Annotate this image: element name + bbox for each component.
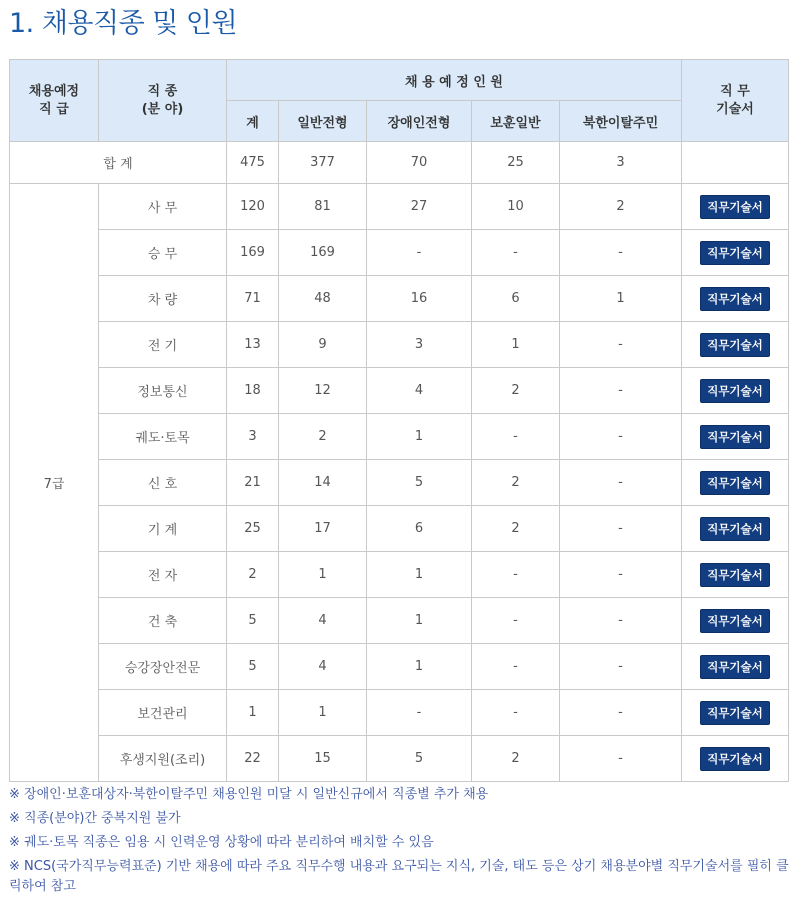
disabled-cell: 5	[367, 736, 472, 782]
sum-disabled: 70	[367, 142, 472, 184]
header-veteran: 보훈일반	[472, 101, 560, 142]
defector-cell: -	[560, 322, 682, 368]
disabled-cell: -	[367, 690, 472, 736]
total-cell: 2	[227, 552, 279, 598]
table-row	[10, 322, 789, 368]
veteran-cell: -	[472, 552, 560, 598]
sum-general: 377	[279, 142, 367, 184]
doc-cell	[682, 552, 789, 598]
table-row	[10, 368, 789, 414]
defector-cell: -	[560, 506, 682, 552]
header-planned: 채 용 예 정 인 원	[227, 60, 682, 101]
note: ※ 장애인·보훈대상자·북한이탈주민 채용인원 미달 시 일반신규에서 직종별 추가 채용	[9, 787, 489, 802]
doc-cell	[682, 598, 789, 644]
veteran-cell: 2	[472, 368, 560, 414]
job-description-button[interactable]: 직무기술서	[700, 287, 770, 311]
field-cell: 궤도·토목	[99, 414, 227, 460]
doc-cell	[682, 368, 789, 414]
defector-cell: -	[560, 690, 682, 736]
note: ※ NCS(국가직무능력표준) 기반 채용에 따라 주요 직무수행 내용과 요구되는 지식, 기술, 태도 등은 상기 채용분야별 직무기술서를 필히 클릭하여 참고	[9, 859, 789, 894]
header-grade: 채용예정 직 급	[10, 60, 99, 142]
job-description-button[interactable]: 직무기술서	[700, 517, 770, 541]
job-description-button[interactable]: 직무기술서	[700, 747, 770, 771]
total-cell: 5	[227, 644, 279, 690]
general-cell: 1	[279, 552, 367, 598]
header-field: 직 종 (분 야)	[99, 60, 227, 142]
defector-cell: -	[560, 552, 682, 598]
header-disabled: 장애인전형	[367, 101, 472, 142]
veteran-cell: 2	[472, 460, 560, 506]
disabled-cell: 5	[367, 460, 472, 506]
doc-cell	[682, 184, 789, 230]
disabled-cell: 27	[367, 184, 472, 230]
veteran-cell: -	[472, 690, 560, 736]
total-cell: 3	[227, 414, 279, 460]
general-cell: 14	[279, 460, 367, 506]
veteran-cell: -	[472, 644, 560, 690]
note: ※ 궤도·토목 직종은 임용 시 인력운영 상황에 따라 분리하여 배치할 수 있음	[9, 835, 434, 850]
defector-cell: -	[560, 368, 682, 414]
defector-cell: 1	[560, 276, 682, 322]
general-cell: 9	[279, 322, 367, 368]
total-cell: 5	[227, 598, 279, 644]
doc-cell	[682, 230, 789, 276]
doc-cell	[682, 690, 789, 736]
veteran-cell: 1	[472, 322, 560, 368]
defector-cell: -	[560, 460, 682, 506]
total-cell: 169	[227, 230, 279, 276]
table-row	[10, 506, 789, 552]
job-description-button[interactable]: 직무기술서	[700, 701, 770, 725]
sum-veteran: 25	[472, 142, 560, 184]
header-defector: 북한이탈주민	[560, 101, 682, 142]
total-cell: 71	[227, 276, 279, 322]
total-cell: 18	[227, 368, 279, 414]
job-description-button[interactable]: 직무기술서	[700, 471, 770, 495]
general-cell: 17	[279, 506, 367, 552]
doc-cell	[682, 736, 789, 782]
defector-cell: 2	[560, 184, 682, 230]
disabled-cell: 6	[367, 506, 472, 552]
doc-cell	[682, 322, 789, 368]
doc-cell	[682, 414, 789, 460]
table-row	[10, 552, 789, 598]
header-general: 일반전형	[279, 101, 367, 142]
disabled-cell: 4	[367, 368, 472, 414]
general-cell: 4	[279, 598, 367, 644]
disabled-cell: 16	[367, 276, 472, 322]
total-cell: 120	[227, 184, 279, 230]
defector-cell: -	[560, 598, 682, 644]
table-row	[10, 184, 789, 230]
disabled-cell: 1	[367, 598, 472, 644]
table-row	[10, 276, 789, 322]
header-total: 계	[227, 101, 279, 142]
general-cell: 81	[279, 184, 367, 230]
veteran-cell: -	[472, 414, 560, 460]
doc-cell	[682, 276, 789, 322]
table-row	[10, 414, 789, 460]
disabled-cell: -	[367, 230, 472, 276]
field-cell: 차 량	[99, 276, 227, 322]
disabled-cell: 1	[367, 414, 472, 460]
notes	[9, 783, 794, 897]
doc-cell	[682, 506, 789, 552]
field-cell: 승 무	[99, 230, 227, 276]
doc-cell	[682, 644, 789, 690]
table-row	[10, 598, 789, 644]
header-job-description: 직 무 기술서	[682, 60, 789, 142]
field-cell: 전 자	[99, 552, 227, 598]
grade-cell: 7급	[10, 184, 99, 782]
disabled-cell: 3	[367, 322, 472, 368]
veteran-cell: 10	[472, 184, 560, 230]
table-row	[10, 644, 789, 690]
veteran-cell: -	[472, 230, 560, 276]
job-description-button[interactable]: 직무기술서	[700, 195, 770, 219]
job-description-button[interactable]: 직무기술서	[700, 563, 770, 587]
sum-row	[10, 142, 789, 184]
defector-cell: -	[560, 644, 682, 690]
total-cell: 21	[227, 460, 279, 506]
total-cell: 25	[227, 506, 279, 552]
field-cell: 건 축	[99, 598, 227, 644]
general-cell: 4	[279, 644, 367, 690]
general-cell: 2	[279, 414, 367, 460]
table-row	[10, 230, 789, 276]
veteran-cell: 2	[472, 506, 560, 552]
field-cell: 신 호	[99, 460, 227, 506]
job-description-button[interactable]: 직무기술서	[700, 425, 770, 449]
job-description-button[interactable]: 직무기술서	[700, 241, 770, 265]
disabled-cell: 1	[367, 552, 472, 598]
defector-cell: -	[560, 414, 682, 460]
page-title: 1. 채용직종 및 인원	[9, 8, 238, 39]
general-cell: 48	[279, 276, 367, 322]
general-cell: 15	[279, 736, 367, 782]
defector-cell: -	[560, 736, 682, 782]
field-cell: 승강장안전문	[99, 644, 227, 690]
general-cell: 169	[279, 230, 367, 276]
job-description-button[interactable]: 직무기술서	[700, 379, 770, 403]
sum-label: 합 계	[10, 142, 227, 184]
total-cell: 22	[227, 736, 279, 782]
job-description-button[interactable]: 직무기술서	[700, 333, 770, 357]
field-cell: 기 계	[99, 506, 227, 552]
recruitment-table	[9, 59, 789, 782]
note: ※ 직종(분야)간 중복지원 불가	[9, 811, 181, 826]
sum-total: 475	[227, 142, 279, 184]
defector-cell: -	[560, 230, 682, 276]
field-cell: 정보통신	[99, 368, 227, 414]
veteran-cell: -	[472, 598, 560, 644]
veteran-cell: 2	[472, 736, 560, 782]
general-cell: 12	[279, 368, 367, 414]
field-cell: 사 무	[99, 184, 227, 230]
total-cell: 1	[227, 690, 279, 736]
table-row	[10, 690, 789, 736]
sum-doc-cell	[682, 142, 789, 184]
table-row	[10, 460, 789, 506]
veteran-cell: 6	[472, 276, 560, 322]
disabled-cell: 1	[367, 644, 472, 690]
doc-cell	[682, 460, 789, 506]
general-cell: 1	[279, 690, 367, 736]
field-cell: 보건관리	[99, 690, 227, 736]
total-cell: 13	[227, 322, 279, 368]
job-description-button[interactable]: 직무기술서	[700, 655, 770, 679]
table-row	[10, 736, 789, 782]
sum-defector: 3	[560, 142, 682, 184]
field-cell: 후생지원(조리)	[99, 736, 227, 782]
field-cell: 전 기	[99, 322, 227, 368]
job-description-button[interactable]: 직무기술서	[700, 609, 770, 633]
